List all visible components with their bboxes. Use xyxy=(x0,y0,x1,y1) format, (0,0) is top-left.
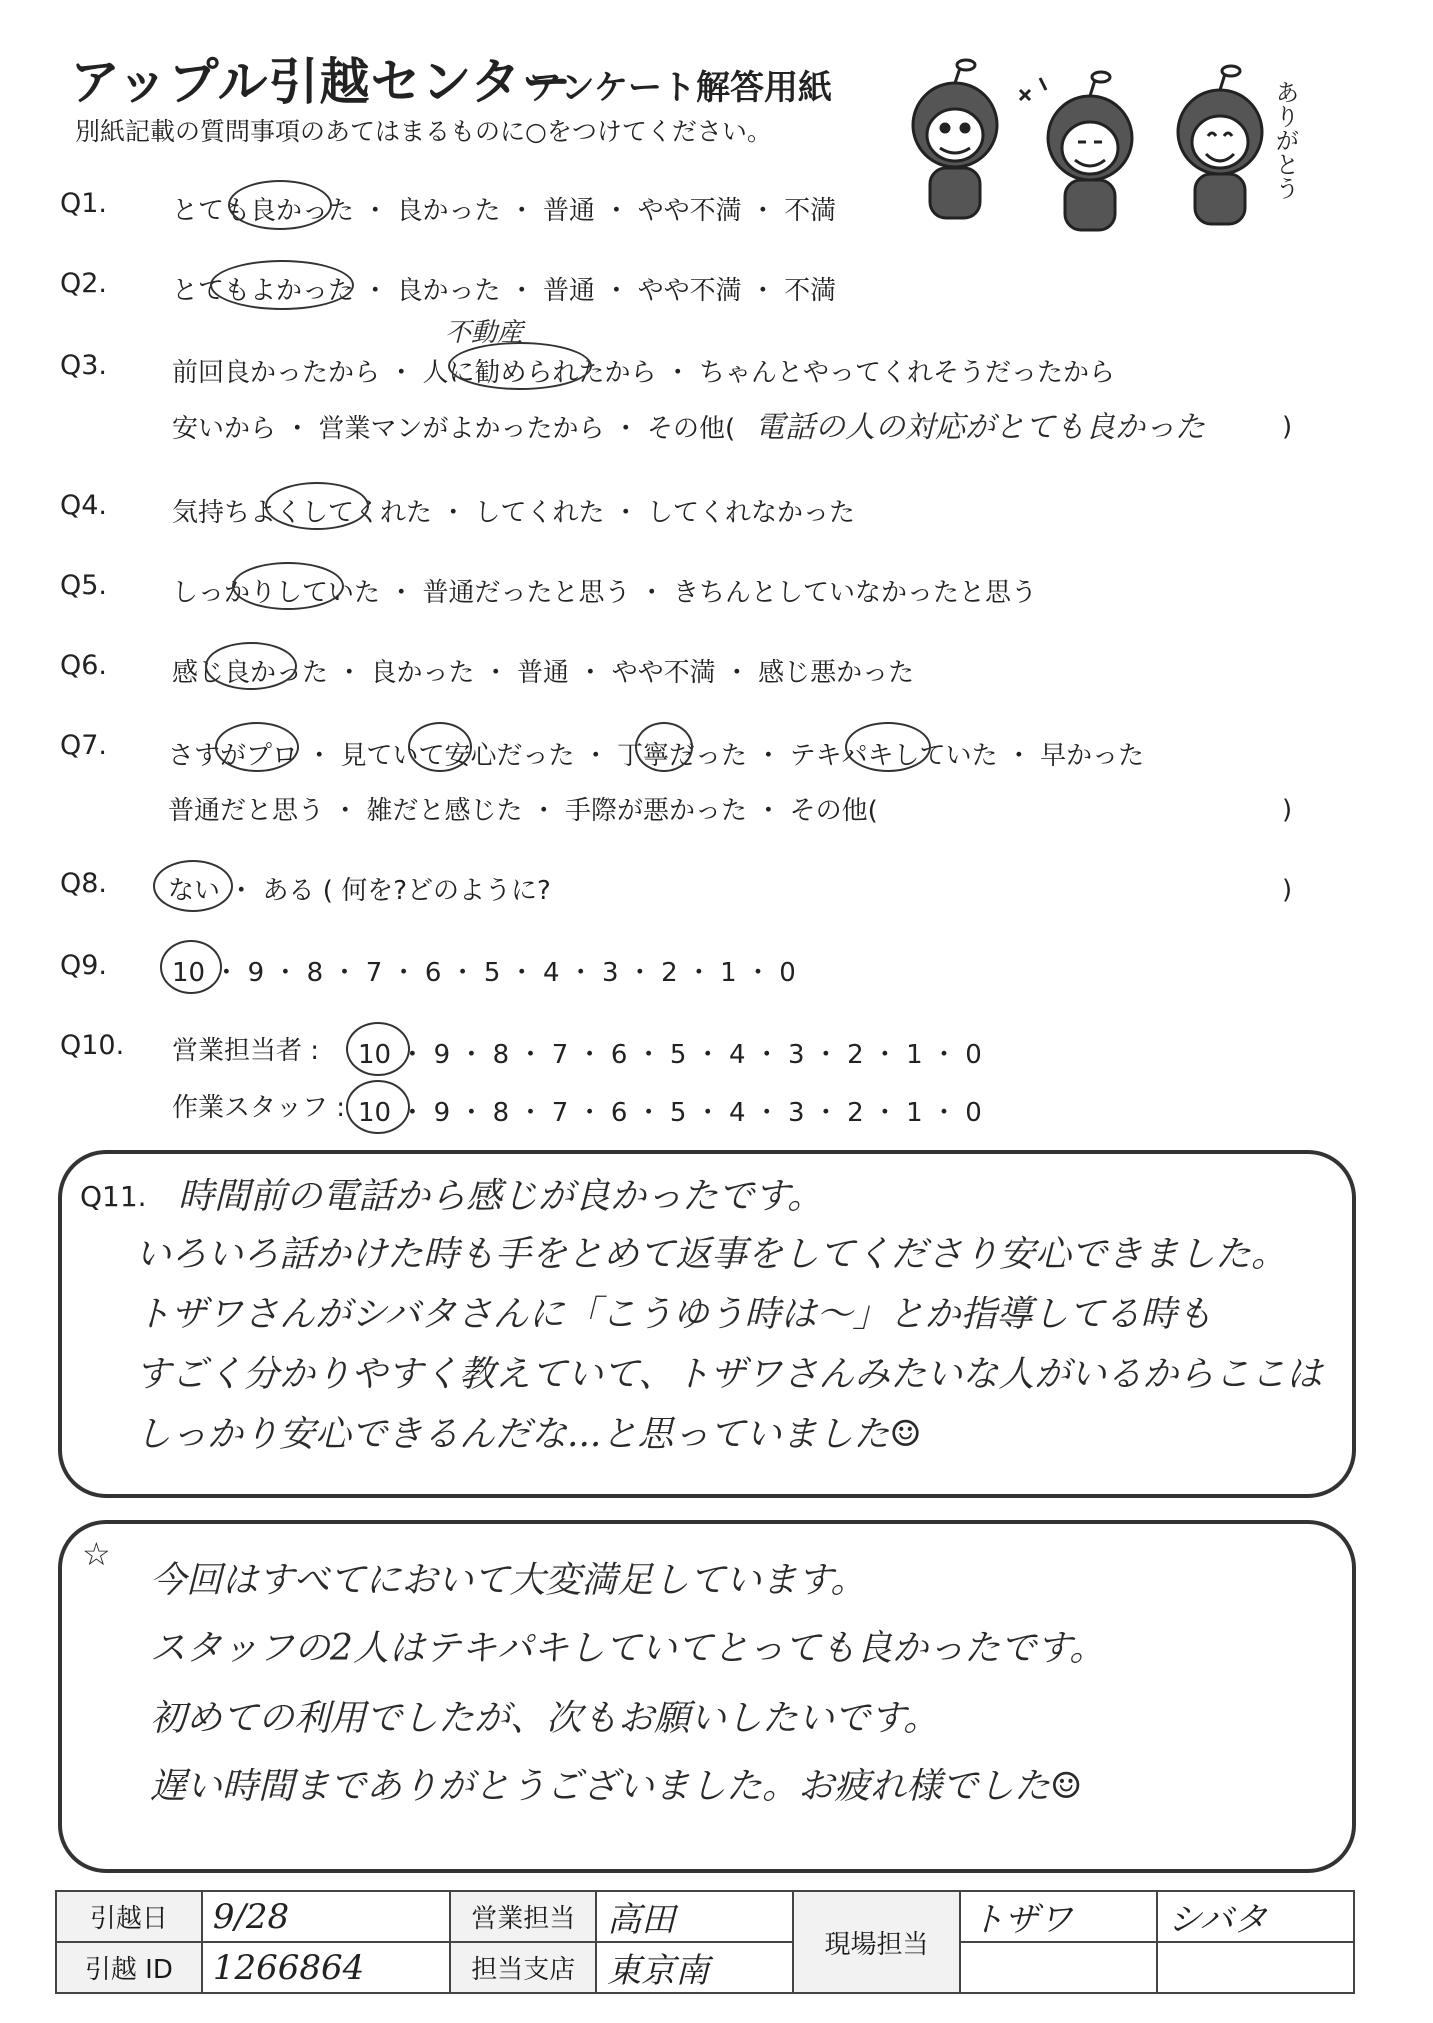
sales-rep-value: 高田 xyxy=(596,1891,793,1942)
brand-title: アップル引越センター xyxy=(70,53,573,111)
move-date-value: 9/28 xyxy=(202,1891,451,1942)
move-id-value: 1266864 xyxy=(202,1942,451,1993)
answer-circle xyxy=(346,1022,410,1076)
comment-line: スタッフの2人はテキパキしていてとっても良かったです。 xyxy=(150,1628,1106,1669)
answer-circle xyxy=(845,722,931,772)
q7-options-line1[interactable]: さすがプロ ・ 見ていて安心だった ・ 丁寧だった ・ テキパキしていた ・ 早かった xyxy=(168,741,1145,771)
q3-options-line2[interactable]: 安いから ・ 営業マンがよかったから ・ その他( xyxy=(172,414,736,444)
q5-label: Q5. xyxy=(60,570,108,601)
q8-label: Q8. xyxy=(60,868,108,899)
answer-circle xyxy=(210,260,354,310)
move-id-label: 引越 ID xyxy=(56,1942,202,1993)
monkey-icon xyxy=(1020,72,1132,230)
q6-label: Q6. xyxy=(60,650,108,681)
q3-annotation: 不動産 xyxy=(445,318,524,348)
q11-line: すごく分かりやすく教えていて、トザワさんみたいな人がいるからここは xyxy=(135,1354,1323,1395)
sales-rep-label: 営業担当 xyxy=(450,1891,596,1942)
q2-label: Q2. xyxy=(60,268,108,299)
q11-line: トザワさんがシバタさんに「こうゆう時は〜」とか指導してる時も xyxy=(135,1294,1213,1335)
instruction-text: 別紙記載の質問事項のあてはまるものに○をつけてください。 xyxy=(75,117,772,146)
field-rep-empty-cell xyxy=(960,1942,1157,1993)
mascot-caption: ありがとう xyxy=(1271,80,1299,200)
q6-options[interactable]: 感じ良かった ・ 良かった ・ 普通 ・ やや不満 ・ 感じ悪かった xyxy=(172,658,915,688)
q10-staff-scale[interactable]: 10 ・ 9 ・ 8 ・ 7 ・ 6 ・ 5 ・ 4 ・ 3 ・ 2 ・ 1 ・ 0 xyxy=(358,1098,982,1128)
q8-options[interactable]: ない ・ ある ( 何を?どのように? xyxy=(168,876,551,906)
q7-close-paren: ) xyxy=(1282,795,1293,825)
q5-options[interactable]: しっかりしていた ・ 普通だったと思う ・ きちんとしていなかったと思う xyxy=(172,578,1038,608)
answer-circle xyxy=(153,860,233,912)
answer-circle xyxy=(232,562,344,610)
answer-circle xyxy=(265,482,369,530)
field-rep-label: 現場担当 xyxy=(793,1891,959,1993)
star-icon: ☆ xyxy=(82,1535,111,1573)
q7-options-line2[interactable]: 普通だと思う ・ 雑だと感じた ・ 手際が悪かった ・ その他( xyxy=(168,796,878,826)
answer-circle xyxy=(448,342,592,390)
q9-scale[interactable]: 10 ・ 9 ・ 8 ・ 7 ・ 6 ・ 5 ・ 4 ・ 3 ・ 2 ・ 1 ・ 0 xyxy=(172,958,796,988)
q8-close-paren: ) xyxy=(1282,875,1293,905)
move-date-label: 引越日 xyxy=(56,1891,202,1942)
monkey-icon xyxy=(1178,66,1262,224)
q3-options-line1[interactable]: 前回良かったから ・ 人に勧められたから ・ ちゃんとやってくれそうだったから xyxy=(172,358,1116,388)
q11-line: 時間前の電話から感じが良かったです。 xyxy=(178,1176,824,1217)
comment-line: 今回はすべてにおいて大変満足しています。 xyxy=(150,1560,867,1601)
answer-circle xyxy=(160,940,222,994)
comment-line: 初めての利用でしたが、次もお願いしたいです。 xyxy=(150,1698,940,1739)
q10-sales-scale[interactable]: 10 ・ 9 ・ 8 ・ 7 ・ 6 ・ 5 ・ 4 ・ 3 ・ 2 ・ 1 ・ 0 xyxy=(358,1040,982,1070)
q3-label: Q3. xyxy=(60,350,108,381)
mascot-illustration xyxy=(890,50,1340,240)
answer-circle xyxy=(408,722,472,772)
q11-line: いろいろ話かけた時も手をとめて返事をしてくださり安心できました。 xyxy=(135,1234,1288,1275)
q4-label: Q4. xyxy=(60,490,108,521)
field-rep-1-value: トザワ xyxy=(960,1891,1157,1942)
q11-label: Q11. xyxy=(80,1180,147,1213)
answer-circle xyxy=(205,642,297,690)
answer-circle xyxy=(215,722,299,772)
q7-label: Q7. xyxy=(60,730,108,761)
footer-info-table xyxy=(55,1890,1355,1994)
monkey-icon xyxy=(913,60,997,218)
answer-circle xyxy=(228,180,332,230)
answer-circle xyxy=(346,1080,410,1134)
q3-other-answer: 電話の人の対応がとても良かった xyxy=(755,410,1205,445)
field-rep-empty-cell xyxy=(1157,1942,1354,1993)
q4-options[interactable]: 気持ちよくしてくれた ・ してくれた ・ してくれなかった xyxy=(172,498,856,528)
q2-options[interactable]: とてもよかった ・ 良かった ・ 普通 ・ やや不満 ・ 不満 xyxy=(172,276,837,306)
q10-sales-label: 営業担当者 : xyxy=(172,1036,320,1066)
q10-label: Q10. xyxy=(60,1030,125,1061)
form-subtitle: アンケート解答用紙 xyxy=(528,68,832,108)
q1-options[interactable]: とても良かった ・ 良かった ・ 普通 ・ やや不満 ・ 不満 xyxy=(172,196,837,226)
field-rep-2-value: シバタ xyxy=(1157,1891,1354,1942)
q11-line: しっかり安心できるんだな...と思っていました☺ xyxy=(135,1414,922,1455)
branch-value: 東京南 xyxy=(596,1942,793,1993)
q10-staff-label: 作業スタッフ : xyxy=(172,1093,346,1123)
q9-label: Q9. xyxy=(60,950,108,981)
answer-circle xyxy=(635,722,693,772)
branch-label: 担当支店 xyxy=(450,1942,596,1993)
q3-close-paren: ) xyxy=(1282,412,1293,442)
q1-label: Q1. xyxy=(60,188,108,219)
comment-line: 遅い時間までありがとうございました。お疲れ様でした☺ xyxy=(150,1766,1083,1807)
